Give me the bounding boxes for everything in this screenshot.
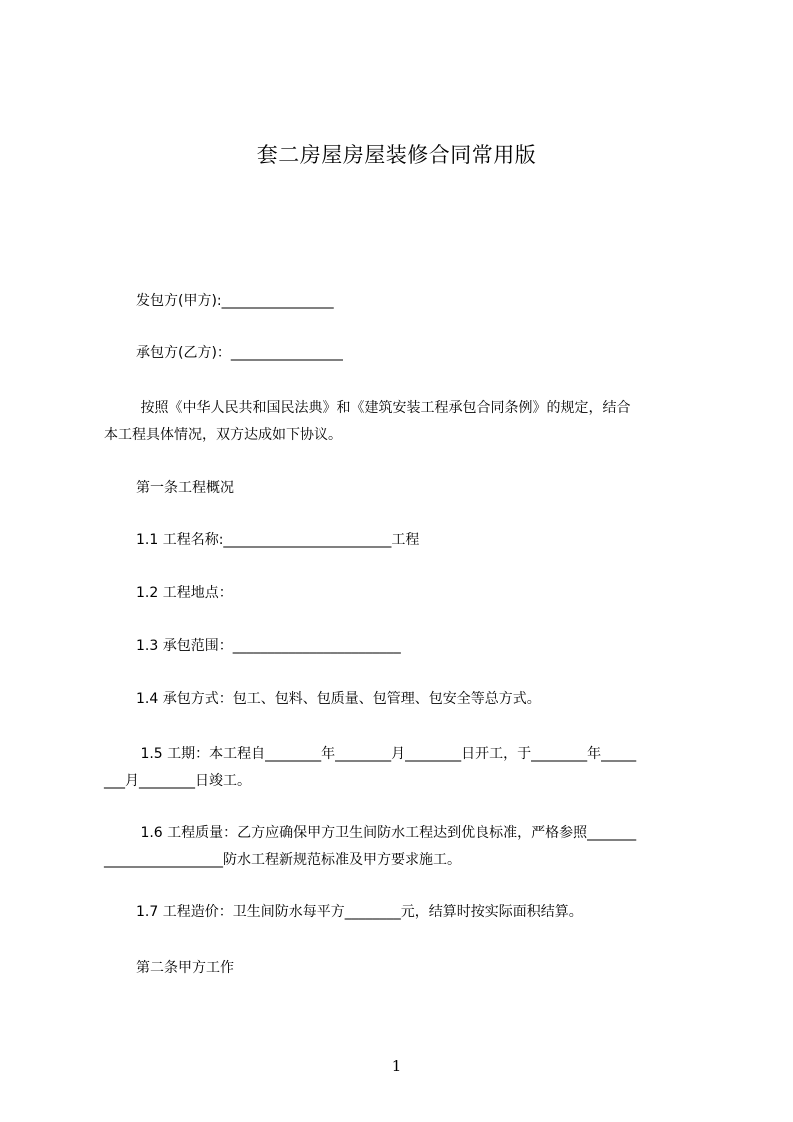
preamble-line-2: 本工程具体情况，双方达成如下协议。 [104,427,342,443]
clause-1-6-line-1: 1.6 工程质量：乙方应确保甲方卫生间防水工程达到优良标准，严格参照_______ [136,825,637,841]
clause-1-1: 1.1 工程名称:________________________工程 [136,532,420,548]
clause-1-5-line-2: ___月________日竣工。 [104,773,251,789]
article-2-heading: 第二条甲方工作 [136,960,234,976]
party-a-line: 发包方(甲方):________________ [136,293,334,309]
document-title: 套二房屋房屋装修合同常用版 [256,143,537,167]
clause-1-4: 1.4 承包方式：包工、包料、包质量、包管理、包安全等总方式。 [136,691,541,707]
party-b-line: 承包方(乙方)：________________ [136,345,343,361]
article-1-heading: 第一条工程概况 [136,480,234,496]
page-number: 1 [391,1057,402,1075]
clause-1-7: 1.7 工程造价：卫生间防水每平方________元，结算时按实际面积结算。 [136,904,583,920]
preamble-line-1: 按照《中华人民共和国民法典》和《建筑安装工程承包合同条例》的规定，结合 [136,400,631,416]
clause-1-5-line-1: 1.5 工期：本工程自________年________月________日开工，于________年_____ [136,746,637,762]
clause-1-3: 1.3 承包范围：________________________ [136,638,401,654]
clause-1-2: 1.2 工程地点： [136,585,233,601]
clause-1-6-line-2: _________________防水工程新规范标准及甲方要求施工。 [104,852,461,868]
